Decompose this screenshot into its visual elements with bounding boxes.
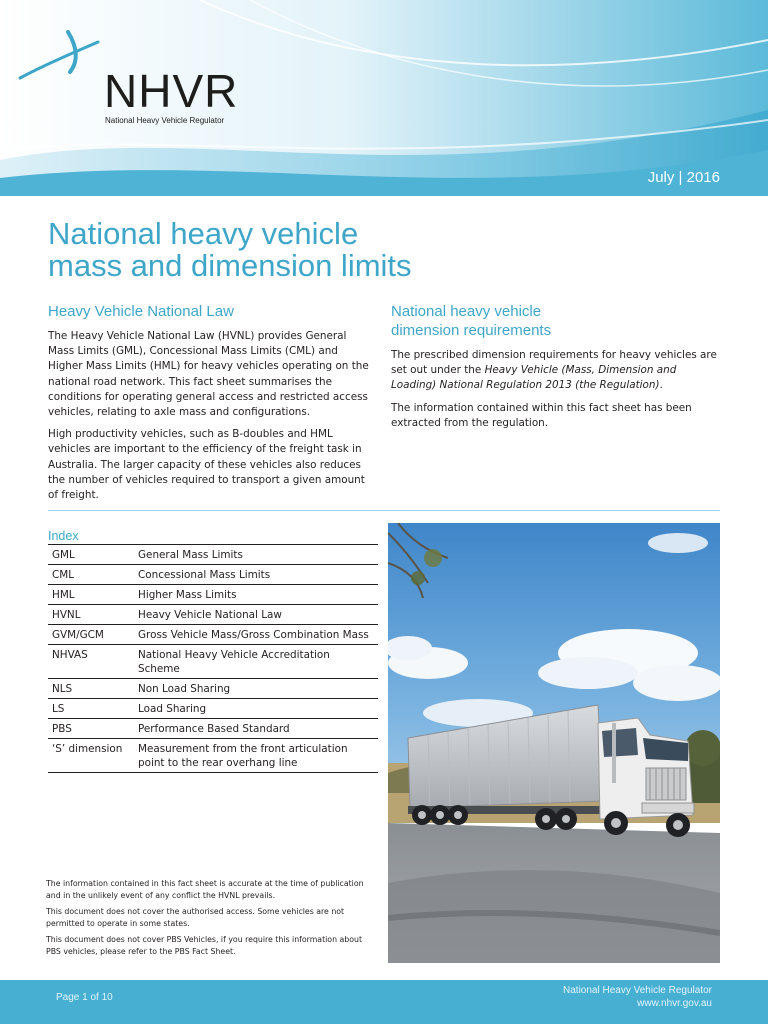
index-meaning: Non Load Sharing [134,679,378,699]
table-row [48,645,378,679]
table-row [48,679,378,699]
page-number: Page 1 of 10 [56,992,113,1003]
hvnl-section [48,302,374,510]
index-meaning: Performance Based Standard [134,719,378,739]
index-abbr: LS [48,699,134,719]
dimension-heading [391,302,721,340]
disclaimer-notes [46,878,372,962]
publication-date: July | 2016 [647,169,720,186]
table-row [48,719,378,739]
regulation-title: Heavy Vehicle (Mass, Dimension and Loading) National Regulation 2013 (the Regulation) [391,364,677,392]
index-abbr: NLS [48,679,134,699]
footer-website-link[interactable]: www.nhvr.gov.au [637,998,712,1009]
table-row [48,699,378,719]
dimension-requirements-section [391,302,721,438]
index-meaning: Load Sharing [134,699,378,719]
footer-org-name: National Heavy Vehicle Regulator [563,985,712,996]
index-meaning: Concessional Mass Limits [134,565,378,585]
index-meaning: National Heavy Vehicle Accreditation Scheme [134,645,378,679]
index-abbr: HML [48,585,134,605]
table-row [48,605,378,625]
index-meaning: General Mass Limits [134,545,378,565]
logo-subtitle: National Heavy Vehicle Regulator [105,116,225,125]
index-meaning: Gross Vehicle Mass/Gross Combination Mass [134,625,378,645]
hvnl-heading: Heavy Vehicle National Law [48,303,234,320]
title-line-1: National heavy vehicle [48,216,359,251]
dimension-p1-start: The prescribed dimension requirements for heavy vehicles are set out under the [391,349,717,377]
index-meaning: Higher Mass Limits [134,585,378,605]
table-row [48,565,378,585]
logo-wordmark: NHVR [104,65,239,117]
truck-photo [388,523,720,963]
index-abbr: NHVAS [48,645,134,679]
index-abbr: HVNL [48,605,134,625]
index-abbr: ‘S’ dimension [48,739,134,773]
dimension-heading-line-2: dimension requirements [391,322,552,339]
index-title: Index [48,529,79,543]
index-abbr: GVM/GCM [48,625,134,645]
table-row [48,585,378,605]
dimension-paragraph-2: The information contained within this fact sheet has been extracted from the regulation. [391,401,692,429]
index-abbr: PBS [48,719,134,739]
section-divider [48,510,720,511]
hvnl-paragraph-2: High productivity vehicles, such as B-doubles and HML vehicles are important to the efficiency of the freight task in Australia. The larger capacity of these vehicles also reduces the number of vehicles required to transport a given amount of freight. [48,428,365,502]
page-title [48,218,648,282]
title-line-2: mass and dimension limits [48,248,412,283]
table-row [48,545,378,565]
disclaimer-note-1: The information contained in this fact sheet is accurate at the time of publication and in the unlikely event of any conflict the HVNL prevails. [46,879,364,900]
table-row [48,625,378,645]
disclaimer-note-2: This document does not cover the authorised access. Some vehicles are not permitted to operate in some states. [46,907,345,928]
disclaimer-note-3: This document does not cover PBS Vehicles, if you require this information about PBS vehicles, please refer to the PBS Fact Sheet. [46,935,362,956]
footer-bar [0,980,768,1024]
header-banner [0,0,768,196]
dimension-paragraph-1 [391,348,721,394]
index-abbr: GML [48,545,134,565]
footer-organisation [563,984,712,1010]
index-section [48,528,378,773]
index-meaning: Measurement from the front articulation point to the rear overhang line [134,739,378,773]
dimension-heading-line-1: National heavy vehicle [391,303,542,320]
index-abbr: CML [48,565,134,585]
hvnl-paragraph-1: The Heavy Vehicle National Law (HVNL) provides General Mass Limits (GML), Concessional Mass Limits (CML) and Higher Mass Limits (HML) for heavy vehicles operating on the national road network. This fact sheet summarises the conditions for operating general access and restricted access vehicles, relating to axle mass and configurations. [48,330,369,419]
table-row [48,739,378,773]
truck-illustration [388,523,720,963]
dimension-p1-end: . [659,379,663,392]
index-meaning: Heavy Vehicle National Law [134,605,378,625]
index-table [48,544,378,773]
